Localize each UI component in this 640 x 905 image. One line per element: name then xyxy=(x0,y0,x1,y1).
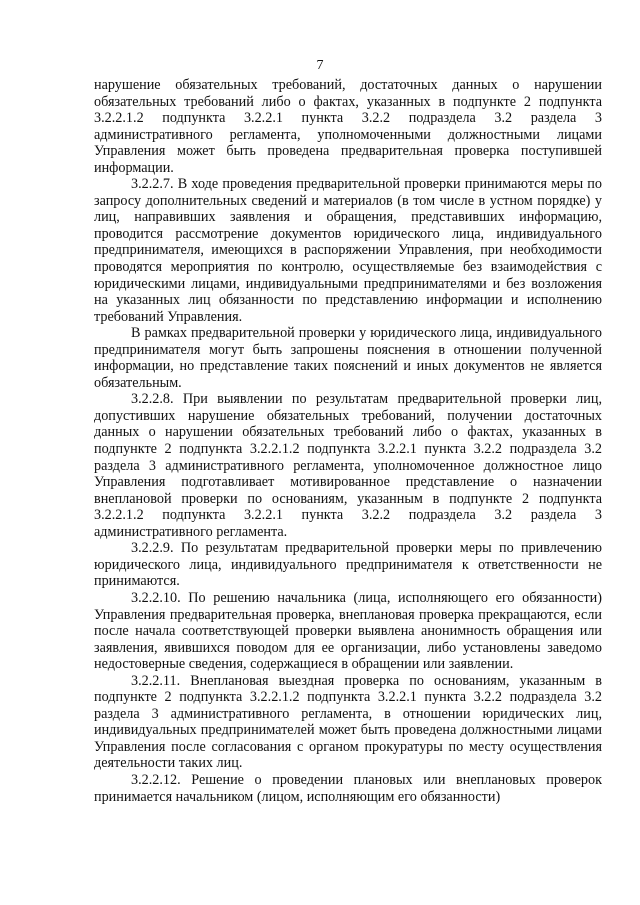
paragraph-3-2-2-9: 3.2.2.9. По результатам предварительной проверки меры по привлечению юридического лица, индивидуального предпринимателя к ответственности не принимаются. xyxy=(94,540,602,590)
paragraph-continuation: нарушение обязательных требований, достаточных данных о нарушении обязательных требований либо о фактах, указанных в подпункте 2 подпункта 3.2.2.1.2 подпункта 3.2.2.1 пункта 3.2.2 подраздела 3.2 раздела 3 административного регламента, уполномоченными должностными лицами Управления может быть проведена предварительная проверка поступившей информации. xyxy=(94,77,602,176)
page-number: 7 xyxy=(316,58,324,73)
paragraph-3-2-2-11: 3.2.2.11. Внеплановая выездная проверка по основаниям, указанным в подпункте 2 подпункта 3.2.2.1.2 подпункта 3.2.2.1 пункта 3.2.2 подраздела 3.2 раздела 3 административного регламента, в отношении юридических лиц, индивидуальных предпринимателей может быть проведена должностными лицами Управления после согласования с органом прокуратуры по месту осуществления деятельности таких лиц. xyxy=(94,672,602,772)
document-body xyxy=(94,77,602,805)
paragraph-3-2-2-7: 3.2.2.7. В ходе проведения предварительной проверки принимаются меры по запросу дополнительных сведений и материалов (в том числе в устном порядке) у лиц, направивших заявления и обращения, представивших информацию, проводится рассмотрение документов юридического лица, индивидуального предпринимателя, имеющихся в распоряжении Управления, при необходимости проводятся мероприятия по контролю, осуществляемые без взаимодействия с юридическими лицами, индивидуальными предпринимателями и без возложения на указанных лиц обязанности по представлению информации и исполнению требований Управления. xyxy=(94,176,602,325)
paragraph-3-2-2-12: 3.2.2.12. Решение о проведении плановых или внеплановых проверок принимается начальником (лицом, исполняющим его обязанности) xyxy=(94,771,602,805)
paragraph-3-2-2-8: 3.2.2.8. При выявлении по результатам предварительной проверки лиц, допустивших нарушение обязательных требований, получении достаточных данных о нарушении обязательных требований либо о фактах, указанных в подпункте 2 подпункта 3.2.2.1.2 подпункта 3.2.2.1 пункта 3.2.2 подраздела 3.2 раздела 3 административного регламента, уполномоченное должностное лицо Управления подготавливает мотивированное представление о назначении внеплановой проверки по основаниям, указанным в подпункте 2 подпункта 3.2.2.1.2 подпункта 3.2.2.1 пункта 3.2.2 подраздела 3.2 раздела 3 административного регламента. xyxy=(94,391,602,540)
paragraph-3-2-2-10: 3.2.2.10. По решению начальника (лица, исполняющего его обязанности) Управления предварительная проверка, внеплановая проверка прекращаются, если после начала соответствующей проверки выявлена анонимность обращения или заявления, явившихся поводом для ее организации, либо установлены заведомо недостоверные сведения, содержащиеся в обращении или заявлении. xyxy=(94,589,602,673)
paragraph-preliminary-check-clarifications: В рамках предварительной проверки у юридического лица, индивидуального предпринимателя могут быть запрошены пояснения в отношении полученной информации, но представление таких пояснений и иных документов не является обязательным. xyxy=(94,325,602,391)
